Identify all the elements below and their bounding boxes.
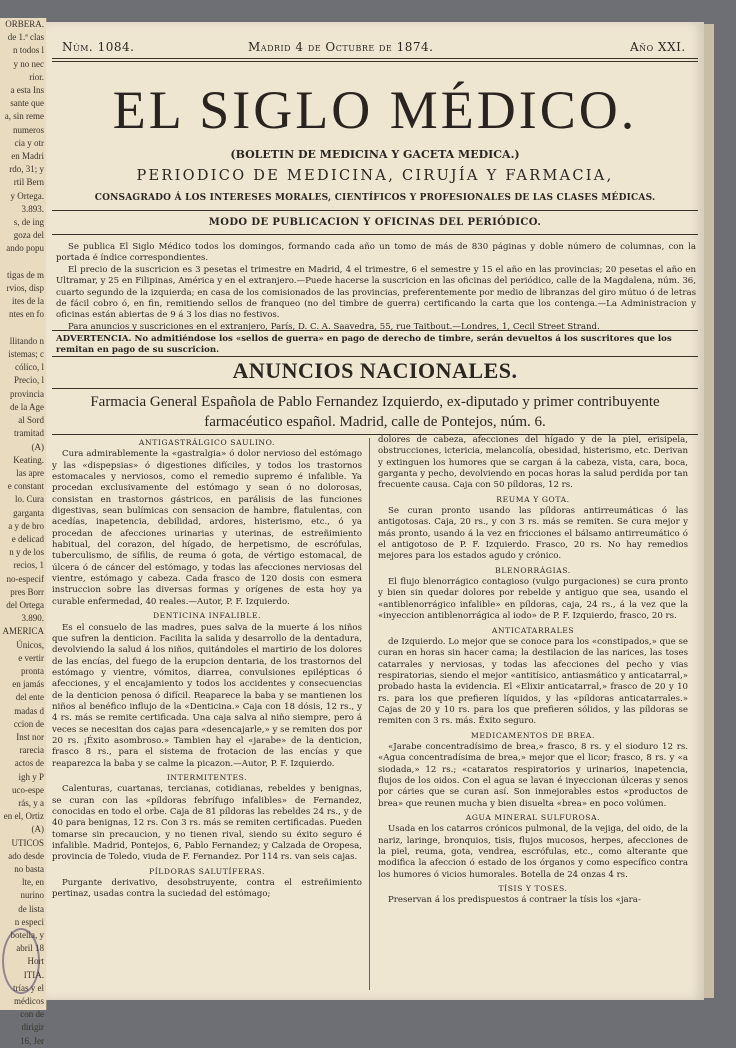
facing-page-line: lte, en bbox=[22, 877, 44, 888]
ad-text: dolores de cabeza, afecciones del hígado y de la piel, erisipela, obstrucciones, ictericia, melancolía, obesidad, histerismo, etc. Derivan y extinguen los humores que se cargan á la cabeza, vista, cara, boca, garganta y pecho, devolviendo en pocas horas la salud perdida por tan frecuente causa. Caja con 50 píldoras, 12 rs. bbox=[378, 435, 688, 491]
issue-number: Núm. 1084. bbox=[62, 40, 135, 54]
notice-paragraph: Se publica El Siglo Médico todos los domingos, formando cada año un tomo de más de 830 páginas y doble número de columnas, con la portada é índice correspondientes. bbox=[56, 242, 696, 264]
issue-header bbox=[58, 40, 698, 56]
facing-page-line: goza del bbox=[13, 230, 44, 241]
issue-date: Madrid 4 de Octubre de 1874. bbox=[248, 40, 434, 54]
notice-paragraph: El precio de la suscricion es 3 pesetas el trimestre en Madrid, 4 el trimestre, 6 el semestre y 15 el año en las provincias; 20 pesetas el año en Ultramar, y 25 en Filipinas, América y en el extranjero.—Puede hacerse la suscricion en las oficinas del periódico, calle de la Magdalena, núm. 36, cuarto segundo de la izquierda; en casa de los comisionados de las provincias, preferentemente por medio de libranzas del giro mútuo ó de letras de fácil cobro ó, en fin, remitiendo sellos de franqueo (no del timbre de guerra) certificando la carta que los contenga.—La Administracion y oficinas están abiertas de 9 á 3 los dias no festivos. bbox=[56, 264, 696, 321]
header-rule-double bbox=[52, 61, 698, 62]
masthead-dedication: CONSAGRADO Á LOS INTERESES MORALES, CIENTÍFICOS Y PROFESIONALES DE LAS CLASES MÉDICAS. bbox=[94, 193, 656, 203]
masthead-title: EL SIGLO MÉDICO. bbox=[112, 80, 638, 140]
facing-page-line: uco-espe bbox=[12, 784, 44, 795]
facing-page-line: nurino bbox=[20, 890, 44, 901]
ad-heading: PÍLDORAS SALUTÍFERAS. bbox=[148, 866, 266, 876]
ad-text: Purgante derivativo, desobstruyente, contra el estreñimiento pertinaz, usadas contra la suciedad del estómago; bbox=[52, 878, 362, 900]
ad-text: Cura admirablemente la «gastralgia» ó dolor nervioso del estómago y las «dispepsias» ó digestiones difíciles, y todos los trastornos estomacales y nerviosos, como el remedio supremo é infalible. Ya procedan exclusivamente del estómago y sean ó no dolorosas, consistan en trastornos gástricos, en parálisis de las funciones digestivas, sean bulímicas con sensacion de hambre, flatulentas, con acedías, inapetencia, debilidad, ardores, histerismo, etc., ó ya procedan de afecciones urinarias y uterinas, de estreñimiento habitual, del corazon, del hígado, de herpetismo, de escrófulas, tuberculismo, de sífilis, de reuma ó gota, de vértigo estomacal, de úlcera ó de cáncer del estómago, y todas las afecciones nerviosas del vientre, estómago y cabeza. Cada frasco de 120 dosis con esmera instruccion sobre las diversas formas y orígenes de esta hoy ya curable enfermedad, 40 reales.—Autor, P. F. Izquierdo. bbox=[52, 449, 362, 607]
facing-page-line: (A) bbox=[31, 824, 44, 835]
facing-page-line: lo. Cura bbox=[15, 494, 44, 505]
facing-page-line: Únicos, bbox=[16, 639, 44, 650]
ad-text: Calenturas, cuartanas, tercianas, cotidianas, rebeldes y benignas, se curan con las «píldoras febrífugo infalibles» de Fernandez, conocidas en todo el orbe. Caja de 81 píldoras las rebeldes 24 rs., y de 40 para benignas, 12 rs. Con 3 rs. más se remiten certificadas. Pueden tomarse sin precaucion, y no tienen rival, siendo su éxito seguro é infalible. Madrid, Pontejos, 6, Pablo Fernandez; y Calzada de Oropesa, provincia de Toledo, viuda de F. Fernandez. Por 114 rs. van seis cajas. bbox=[52, 784, 362, 863]
facing-page-line: igh y P bbox=[18, 771, 44, 782]
facing-page-line: no-especif bbox=[6, 573, 44, 584]
facing-page-line bbox=[0, 322, 46, 335]
publication-rule bbox=[52, 234, 698, 235]
facing-page-line: médicos bbox=[14, 996, 44, 1007]
facing-page-line: dirigir bbox=[21, 1022, 44, 1033]
masthead-tagline: PERIODICO DE MEDICINA, CIRUJÍA Y FARMACIA, bbox=[136, 168, 614, 184]
facing-page-line: botella, y bbox=[10, 930, 44, 941]
ad-heading: BLENORRÁGIAS. bbox=[495, 565, 571, 575]
facing-page-line: n todos l bbox=[12, 45, 44, 56]
facing-page-line: rdo, 31; y bbox=[9, 164, 44, 175]
facing-page-line: a esta Ins bbox=[10, 85, 44, 96]
notice-rule bbox=[52, 330, 698, 331]
facing-page-line: Keating. bbox=[13, 454, 44, 465]
facing-page-line: madas d bbox=[14, 705, 44, 716]
facing-page-line: las apre bbox=[16, 467, 44, 478]
facing-page-line: pronta bbox=[21, 665, 44, 676]
ad-heading: DENTICINA INFALIBLE. bbox=[152, 611, 262, 621]
facing-page-line: sante que bbox=[10, 98, 44, 109]
facing-page-line: ntes en fo bbox=[9, 309, 44, 320]
facing-page-line: 3.893. bbox=[21, 203, 44, 214]
facing-page-line: ccion de bbox=[13, 718, 44, 729]
ad-heading: INTERMITENTES. bbox=[166, 772, 248, 782]
facing-page-line: cólico, l bbox=[15, 362, 44, 373]
advertencia: ADVERTENCIA. No admitiéndose los «sellos de guerra» en pago de derecho de timbre, serán devueltos á los suscritores que los remitan en pago de su suscricion. bbox=[56, 334, 672, 355]
facing-page-line: 3.890. bbox=[21, 613, 44, 624]
pharmacy-heading: Farmacia General Española de Pablo Fernandez Izquierdo, ex-diputado y primer contribuyente farmacéutico español. Madrid, calle de Pontejos, núm. 6. bbox=[90, 394, 660, 430]
header-rule bbox=[52, 58, 698, 59]
facing-page-line: recios, 1 bbox=[13, 560, 44, 571]
facing-page-line: del Ortega bbox=[6, 599, 44, 610]
facing-page-line: ado desde bbox=[8, 850, 44, 861]
facing-page-line: de 1.ª clas bbox=[7, 32, 44, 43]
ad-heading: REUMA Y GOTA. bbox=[496, 494, 570, 504]
ad-heading: TÍSIS Y TOSES. bbox=[498, 884, 568, 894]
facing-page-line: Precio, l bbox=[14, 375, 44, 386]
newspaper-page bbox=[46, 22, 704, 1000]
ad-text: Es el consuelo de las madres, pues salva de la muerte á los niños que sufren la denticion. Facilita la salida y desarrollo de la dentadura, devolviendo la salud á los niños, quitándoles el martirio de los dolores de las encías, del fuego de la erupcion dentaria, de los trastornos del estómago y vientre, vómitos, diarrea, convulsiones epilépticas ó afecciones, y el encajamiento y todos los accidentes y consecuencias de la denticion penosa ó difícil. Reaparece la baba y se mantienen los niños al benéfico influjo de la «Denticina.» Caja con 18 dósis, 12 rs., y 4 rs. más se remite certificada. Una caja salva al niño siempre, pero á veces se necesitan dos cajas para «desencajarle,» y se remiten dos por 20 rs. ¡Éxito asombroso.» Tambien hay el «jarabe» de la denticion, frasco 8 rs., para el sistema de frotacion de las encías y que reaparezca la baba y se calme la picazon.—Autor, P. F. Izquierdo. bbox=[52, 622, 362, 769]
ad-heading: ANTICATARRALES bbox=[491, 625, 575, 635]
facing-page-line: rás, y a bbox=[18, 797, 44, 808]
facing-page-line: y Ortega. bbox=[10, 190, 44, 201]
facing-page-line: e delicad bbox=[11, 533, 44, 544]
facing-page-line: 16, Jer bbox=[20, 1035, 44, 1046]
facing-page-line: tramitad bbox=[14, 428, 44, 439]
notice-paragraph: Para anuncios y suscriciones en el extranjero, París, D. C. A. Saavedra, 55, rue Taitbout.—Londres, 1, Cecil Street Strand. bbox=[68, 321, 600, 332]
facing-page-line: en jamás bbox=[12, 679, 44, 690]
facing-page-line: abril 18 bbox=[16, 943, 44, 954]
facing-page-line: s, de ing bbox=[13, 217, 44, 228]
section-title-rule bbox=[52, 388, 698, 389]
publication-heading: MODO DE PUBLICACION Y OFICINAS DEL PERIÓDICO. bbox=[208, 217, 542, 228]
facing-page-line: UTICOS bbox=[11, 837, 44, 848]
facing-page-line: istemas; c bbox=[8, 349, 44, 360]
masthead-subtitle: (BOLETIN DE MEDICINA Y GACETA MEDICA.) bbox=[230, 148, 520, 161]
facing-page-line: e constant bbox=[7, 481, 44, 492]
facing-page-line: AMERICA bbox=[2, 626, 44, 637]
ad-heading: MEDICAMENTOS DE BREA. bbox=[471, 730, 595, 740]
facing-page-line: en Madri bbox=[11, 151, 44, 162]
facing-page-line: provincia bbox=[10, 388, 44, 399]
facing-page-line: n y de los bbox=[9, 547, 44, 558]
right-column bbox=[378, 435, 688, 990]
facing-page-text bbox=[0, 18, 46, 1048]
page-edge bbox=[704, 24, 714, 998]
library-stamp bbox=[2, 928, 40, 994]
facing-page-line: numeros bbox=[13, 124, 44, 135]
facing-page-line: y no nec bbox=[13, 58, 44, 69]
facing-page-line: ando popu bbox=[6, 243, 44, 254]
facing-page-line: del ente bbox=[15, 692, 44, 703]
facing-page-line: Inst nor bbox=[16, 731, 44, 742]
ad-text: Usada en los catarros crónicos pulmonal, de la vejiga, del oido, de la nariz, laringe, bronquios, tisis, flujos mucosos, herpes, afecciones de la piel, reuma, gota, vendrea, escrófulas, etc., como alterante que modifica la afeccion ó estado de los órganos y como específico contra los humores ó vicios humorales. Botella de 24 onzas 4 rs. bbox=[378, 824, 688, 880]
section-rule bbox=[52, 356, 698, 357]
facing-page-line bbox=[0, 256, 46, 269]
facing-page-line: actos de bbox=[14, 758, 44, 769]
facing-page-line: garganta bbox=[13, 507, 44, 518]
ad-heading: AGUA MINERAL SULFUROSA. bbox=[465, 813, 601, 822]
facing-page-line: rtil Bern bbox=[13, 177, 44, 188]
issue-year: Año XXI. bbox=[630, 40, 686, 54]
facing-page-line: a y de bro bbox=[8, 520, 44, 531]
facing-page-line: llitando n bbox=[9, 335, 44, 346]
ad-text: «Jarabe concentradísimo de brea,» frasco, 8 rs. y el sioduro 12 rs. «Agua concentradísima de brea,» mejor que el licor; frasco, 8 rs. y «a siodada,» 12 rs.; «cataratos respiratorios y urinarios, inapetencia, flujos de los oidos. Con el agua se lavan é inyeccionan úlceras y senos por cáries que se curan así. Son inmejorables estos «productos de brea» que reunen mucha y bien disuelta «brea» en poco volúmen. bbox=[378, 741, 688, 809]
facing-page-line: de la Age bbox=[10, 401, 44, 412]
facing-page-line: (A) bbox=[31, 441, 44, 452]
facing-page-line: rarecia bbox=[19, 745, 44, 756]
facing-page-line: cia y otr bbox=[14, 137, 44, 148]
subscription-notice bbox=[56, 242, 696, 333]
ad-text: de Izquierdo. Lo mejor que se conoce para los «constipados,» que se curan en horas sin hacer cama; la destilacion de las narices, las toses catarrales y nerviosas, y todas las afecciones del pecho y vias respiratorias, siendo el mejor «antitísico, antiasmático y anticatarral,» probado hasta la evidencia. El «Elixir anticatarral,» frasco de 20 y 10 rs. para los que prefieren líquidos, y las «píldoras anticatarrales.» Cajas de 20 y 10 rs. para los que prefieren sólidos, y las píldoras se remiten con 3 rs. más. Éxito seguro. bbox=[378, 636, 688, 727]
facing-page-line: Hort bbox=[27, 956, 44, 967]
facing-page-line: ORBERA. bbox=[5, 19, 44, 29]
facing-page-line: en el, Ortiz bbox=[3, 811, 44, 822]
facing-page-line: con de bbox=[20, 1009, 44, 1020]
facing-page-line: a, sin reme bbox=[4, 111, 44, 122]
ad-text: Se curan pronto usando las píldoras antirreumáticas ó las antigotosas. Caja, 20 rs., y con 3 rs. más se remiten. Se cura mejor y más pronto, usando á la vez en fricciones el bálsamo antirreumático ó el antigotoso de P. F. Izquierdo. Frasco, 20 rs. No hay remedios mejores para los estados agudo y crónico. bbox=[378, 506, 688, 562]
ad-text: Preservan á los predispuestos á contraer la tísis los «jara- bbox=[388, 895, 641, 906]
ad-heading: ANTIGASTRÁLGICO SAULINO. bbox=[138, 438, 276, 447]
facing-page-line: pres Borr bbox=[10, 586, 44, 597]
facing-page-line: ITIA. bbox=[23, 969, 44, 980]
facing-page-line: trías y el bbox=[13, 982, 44, 993]
facing-page-line: rior. bbox=[29, 71, 44, 82]
facing-page-line: rvios, disp bbox=[6, 283, 44, 294]
facing-page-line: de lista bbox=[18, 903, 44, 914]
left-column bbox=[52, 435, 362, 990]
masthead-rule bbox=[52, 210, 698, 211]
facing-page-line: e vertir bbox=[18, 652, 44, 663]
ad-text: El flujo blenorrágico contagioso (vulgo purgaciones) se cura pronto y bien sin quedar dolores por rebelde y antiguo que sea, usando el «antiblenorrágico infalible» en píldoras, caja, 24 rs., á la vez que la «inyeccion antiblenorrágica al iodo» de P. F. Izquierdo, frasco, 20 rs. bbox=[378, 577, 688, 622]
facing-page-fragment bbox=[0, 18, 47, 1046]
facing-page-line: n especi bbox=[14, 916, 44, 927]
column-divider bbox=[369, 438, 370, 990]
section-title: ANUNCIOS NACIONALES. bbox=[232, 358, 518, 383]
facing-page-line: no basta bbox=[14, 864, 44, 874]
facing-page-line: al Sord bbox=[18, 415, 44, 426]
facing-page-line: tigas de m bbox=[7, 269, 44, 280]
facing-page-line: ites de la bbox=[12, 296, 44, 307]
